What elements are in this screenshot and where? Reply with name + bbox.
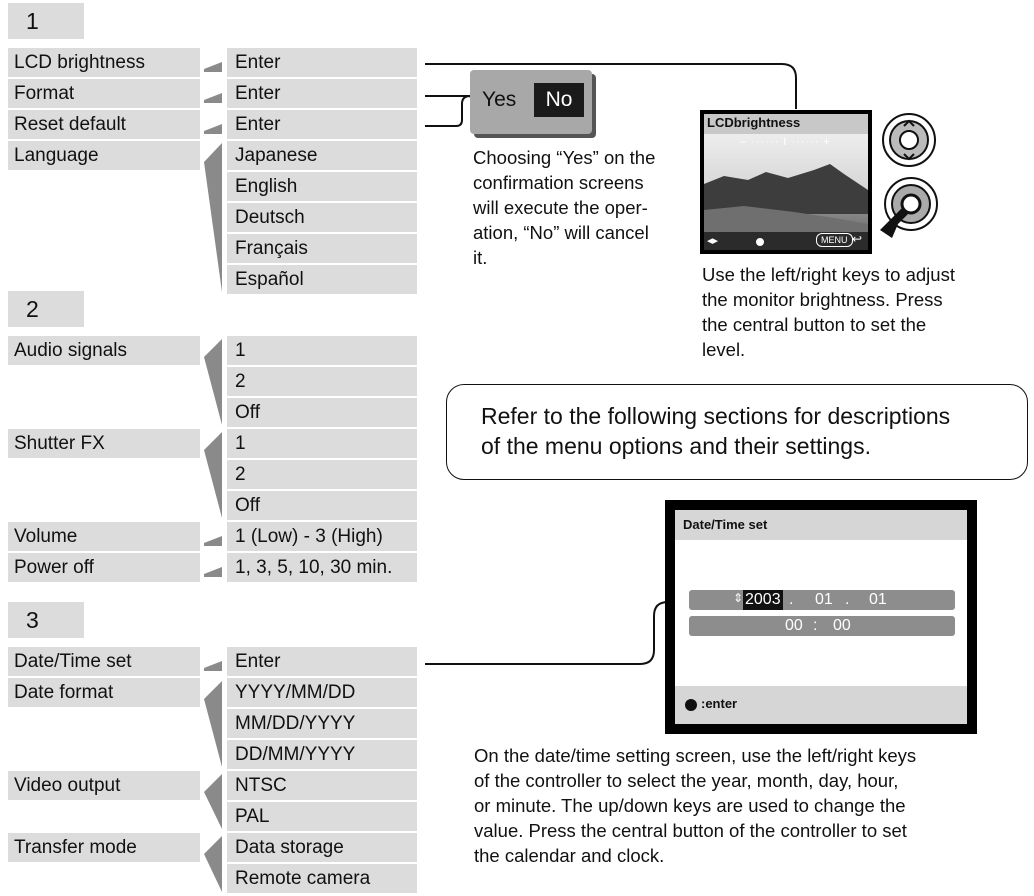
option-language-espanol: Español xyxy=(227,265,417,294)
time-row: 00 : 00 xyxy=(689,616,955,636)
option-volume-range: 1 (Low) - 3 (High) xyxy=(227,522,417,551)
lcd-brightness-note: Use the left/right keys to adjust the monitor brightness. Press the central button to set the level. xyxy=(702,264,955,360)
section-tab-2: 2 xyxy=(8,291,84,327)
section-tab-1: 1 xyxy=(8,3,84,39)
menu-label-reset-default: Reset default xyxy=(8,110,200,139)
menu-label-format: Format xyxy=(8,79,200,108)
option-transfer-data-storage: Data storage xyxy=(227,833,417,862)
option-language-english: English xyxy=(227,172,417,201)
lcd-screen-title: LCDbrightness xyxy=(707,115,801,130)
menu-label-power-off: Power off xyxy=(8,553,200,582)
enter-button-icon xyxy=(685,699,697,711)
hour-field: 00 xyxy=(785,617,803,634)
menu-label-transfer-mode: Transfer mode xyxy=(8,833,200,862)
menu-label-language: Language xyxy=(8,141,200,170)
option-language-japanese: Japanese xyxy=(227,141,417,170)
lcd-landscape-image xyxy=(704,114,868,250)
refer-note-text: Refer to the following sections for descriptions of the menu options and their settings. xyxy=(481,403,951,459)
date-screen-title: Date/Time set xyxy=(683,517,768,532)
confirm-note: Choosing “Yes” on the confirmation screens will execute the oper- ation, “No” will cancel it. xyxy=(473,147,656,268)
section-tab-3: 3 xyxy=(8,602,84,638)
option-power-off-times: 1, 3, 5, 10, 30 min. xyxy=(227,553,417,582)
menu-label-shutter-fx: Shutter FX xyxy=(8,429,200,458)
option-reset-enter: Enter xyxy=(227,110,417,139)
up-down-arrows-icon: ⇕ xyxy=(733,591,744,605)
option-audio-2: 2 xyxy=(227,367,417,396)
confirm-no-option: No xyxy=(534,83,584,117)
option-audio-off: Off xyxy=(227,398,417,427)
option-date-time-enter: Enter xyxy=(227,647,417,676)
option-transfer-remote-camera: Remote camera xyxy=(227,864,417,893)
month-field: 01 xyxy=(815,591,833,608)
menu-label-lcd-brightness: LCD brightness xyxy=(8,48,200,77)
option-lcd-enter: Enter xyxy=(227,48,417,77)
date-time-note: On the date/time setting screen, use the left/right keys of the controller to select the year, month, day, hour, or minute. The up/down keys are used to change the value. Press the central button of the controller to set the calendar and clock. xyxy=(474,745,917,866)
option-date-ymd: YYYY/MM/DD xyxy=(227,678,417,707)
lcd-brightness-scale: – ······ I ······ + xyxy=(740,136,831,148)
menu-label-volume: Volume xyxy=(8,522,200,551)
option-language-deutsch: Deutsch xyxy=(227,203,417,232)
left-right-arrows-icon: ◂▸ xyxy=(707,235,719,247)
option-date-mdy: MM/DD/YYYY xyxy=(227,709,417,738)
option-language-francais: Français xyxy=(227,234,417,263)
controller-press-center-icon xyxy=(880,178,937,238)
option-shutter-off: Off xyxy=(227,491,417,520)
date-screen-footer: :enter xyxy=(701,696,738,711)
menu-label-video-output: Video output xyxy=(8,771,200,800)
option-video-pal: PAL xyxy=(227,802,417,831)
option-shutter-1: 1 xyxy=(227,429,417,458)
menu-label-date-format: Date format xyxy=(8,678,200,707)
date-row: ⇕ 2003 . 01 . 01 xyxy=(689,590,955,610)
option-shutter-2: 2 xyxy=(227,460,417,489)
day-field: 01 xyxy=(869,591,887,608)
option-video-ntsc: NTSC xyxy=(227,771,417,800)
year-field: 2003 xyxy=(745,591,781,608)
lcd-brightness-screen xyxy=(700,110,872,254)
controller-icons xyxy=(878,112,940,248)
confirm-dialog xyxy=(470,70,592,134)
controller-up-down-icon xyxy=(883,114,935,166)
option-date-dmy: DD/MM/YYYY xyxy=(227,740,417,769)
option-audio-1: 1 xyxy=(227,336,417,365)
refer-note-box xyxy=(446,384,1028,480)
menu-label-date-time-set: Date/Time set xyxy=(8,647,200,676)
menu-button-icon: MENU xyxy=(816,233,853,247)
menu-label-audio-signals: Audio signals xyxy=(8,336,200,365)
return-icon: ↩ xyxy=(852,232,863,246)
confirm-yes-option: Yes xyxy=(482,88,517,111)
minute-field: 00 xyxy=(833,617,851,634)
option-format-enter: Enter xyxy=(227,79,417,108)
center-button-icon xyxy=(756,238,764,246)
date-time-screen xyxy=(665,500,977,734)
